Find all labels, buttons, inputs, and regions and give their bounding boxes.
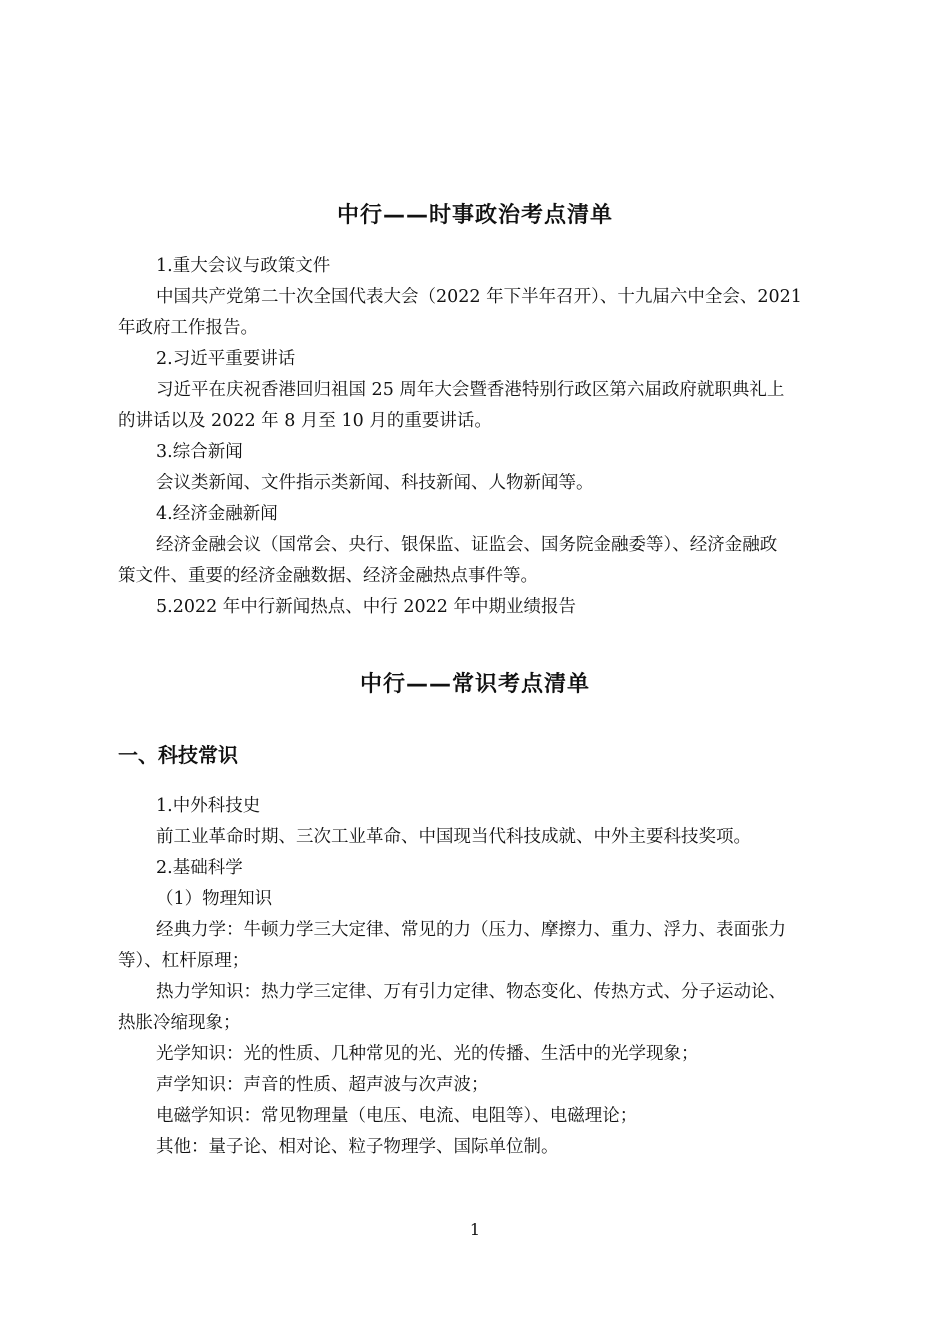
item-heading: 3.综合新闻 bbox=[156, 442, 243, 462]
item-body-line: 前工业革命时期、三次工业革命、中国现当代科技成就、中外主要科技奖项。 bbox=[156, 827, 751, 847]
item-body-line: 热力学知识：热力学三定律、万有引力定律、物态变化、传热方式、分子运动论、 bbox=[156, 982, 786, 1002]
item-body-line: 其他：量子论、相对论、粒子物理学、国际单位制。 bbox=[156, 1137, 559, 1157]
item-heading: 2.习近平重要讲话 bbox=[156, 349, 296, 369]
item-body-line: 电磁学知识：常见物理量（电压、电流、电阻等）、电磁理论； bbox=[156, 1106, 638, 1126]
section-title-current-affairs: 中行——时事政治考点清单 bbox=[336, 203, 613, 228]
page-number: 1 bbox=[469, 1220, 481, 1239]
item-body-line: 声学知识：声音的性质、超声波与次声波； bbox=[156, 1075, 489, 1095]
item-body-line: 光学知识：光的性质、几种常见的光、光的传播、生活中的光学现象； bbox=[156, 1044, 699, 1064]
sub-heading: （1）物理知识 bbox=[156, 889, 273, 909]
item-heading: 5.2022 年中行新闻热点、中行 2022 年中期业绩报告 bbox=[156, 597, 576, 617]
item-body-line: 等）、杠杆原理； bbox=[118, 951, 250, 971]
part-heading-science: 一、科技常识 bbox=[118, 743, 238, 767]
item-body-line: 的讲话以及 2022 年 8 月至 10 月的重要讲话。 bbox=[118, 411, 492, 431]
item-body-line: 热胀冷缩现象； bbox=[118, 1013, 241, 1033]
item-heading: 2.基础科学 bbox=[156, 858, 243, 878]
item-body-line: 会议类新闻、文件指示类新闻、科技新闻、人物新闻等。 bbox=[156, 473, 594, 493]
item-body-line: 习近平在庆祝香港回归祖国 25 周年大会暨香港特别行政区第六届政府就职典礼上 bbox=[156, 380, 785, 400]
item-body-line: 中国共产党第二十次全国代表大会（2022 年下半年召开）、十九届六中全会、2021 bbox=[156, 287, 802, 307]
item-heading: 1.中外科技史 bbox=[156, 796, 261, 816]
item-heading: 4.经济金融新闻 bbox=[156, 504, 278, 524]
item-body-line: 经典力学：牛顿力学三大定律、常见的力（压力、摩擦力、重力、浮力、表面张力 bbox=[156, 920, 786, 940]
item-body-line: 策文件、重要的经济金融数据、经济金融热点事件等。 bbox=[118, 566, 538, 586]
item-body-line: 经济金融会议（国常会、央行、银保监、证监会、国务院金融委等）、经济金融政 bbox=[156, 535, 778, 555]
item-body-line: 年政府工作报告。 bbox=[118, 318, 258, 338]
item-heading: 1.重大会议与政策文件 bbox=[156, 256, 331, 276]
section-title-general-knowledge: 中行——常识考点清单 bbox=[359, 672, 590, 697]
